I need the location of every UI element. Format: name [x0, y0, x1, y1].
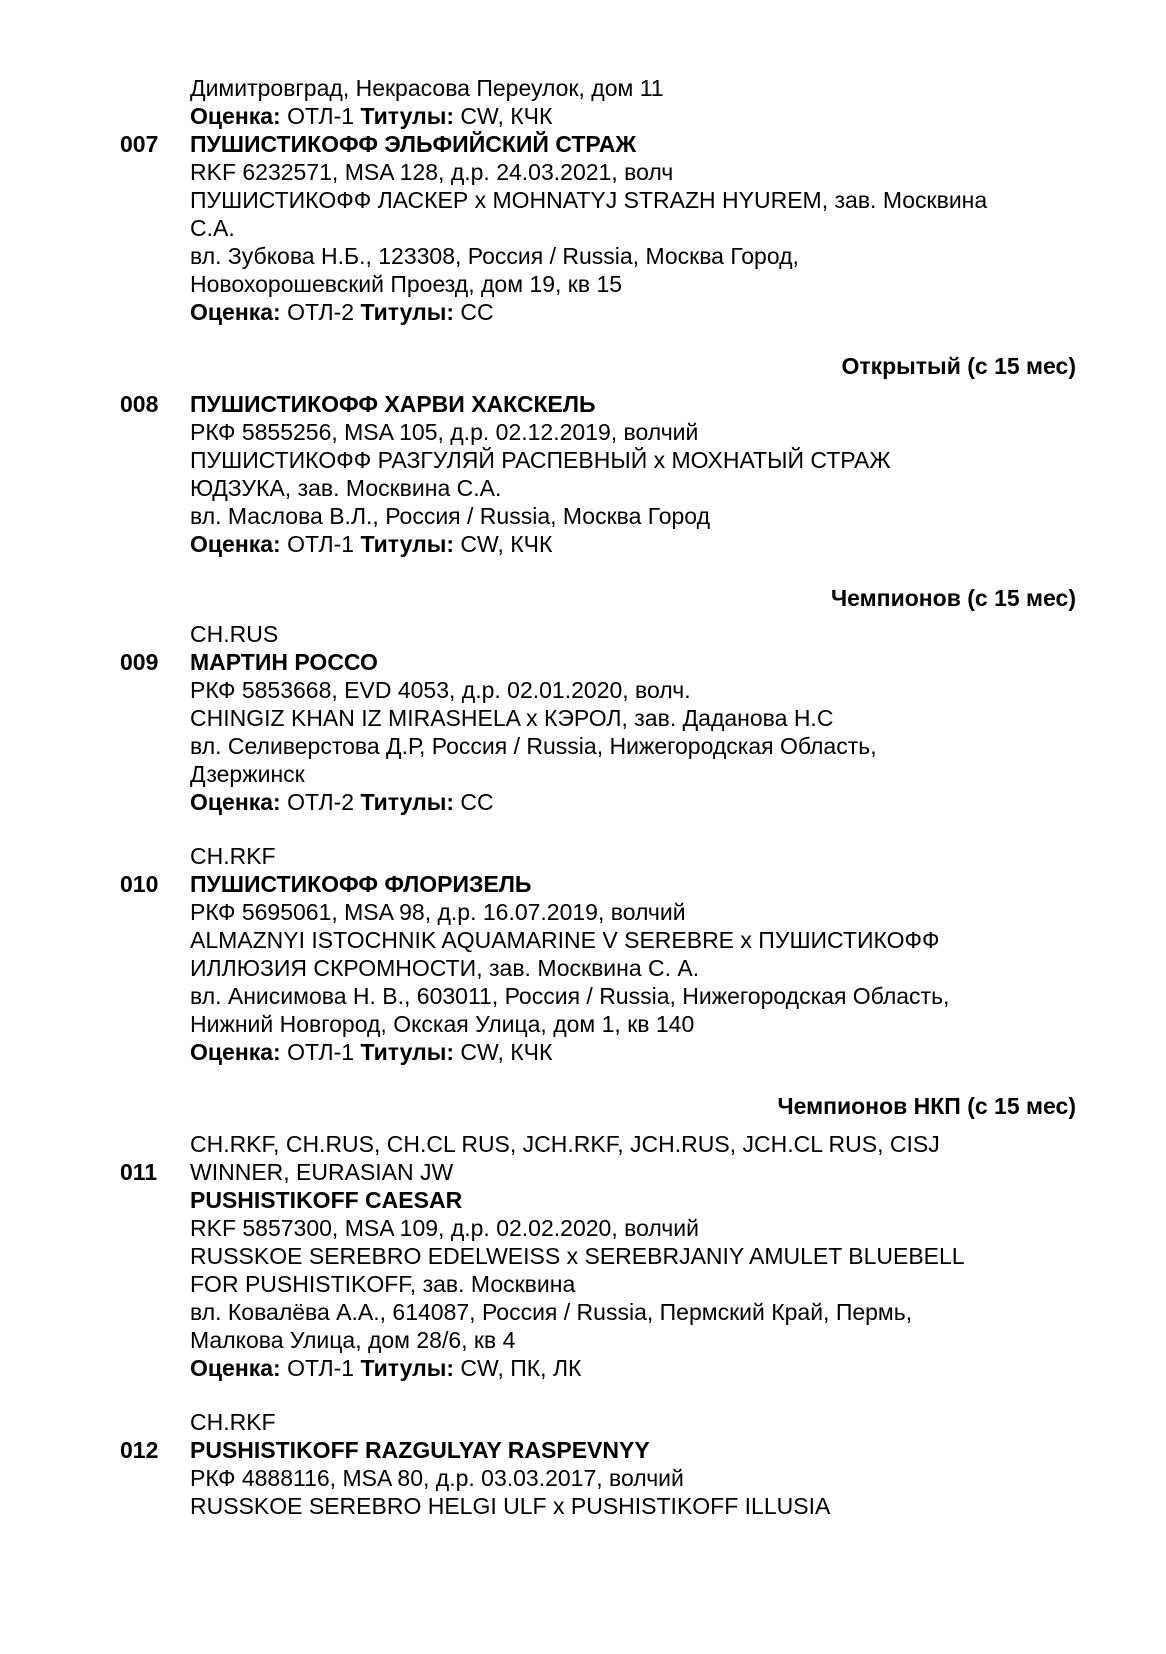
grade-line: [190, 1038, 552, 1066]
parents-line: RUSSKOE SEREBRO EDELWEISS x SEREBRJANIY AMULET BLUEBELL: [190, 1243, 965, 1269]
dog-name: МАРТИН РОССО: [190, 649, 378, 675]
registration-line: РКФ 5695061, MSA 98, д.р. 16.07.2019, волчий: [190, 899, 686, 925]
titles-value: CW, КЧК: [460, 1039, 553, 1065]
grade-label: Оценка:: [190, 531, 281, 557]
grade-line: [190, 530, 552, 558]
grade-value: ОТЛ-2: [287, 299, 355, 325]
entry-number: 012: [120, 1437, 159, 1463]
titles-value: CC: [460, 789, 494, 815]
owner-line: Малкова Улица, дом 28/6, кв 4: [190, 1327, 516, 1353]
owner-line: вл. Зубкова Н.Б., 123308, Россия / Russia, Москва Город,: [190, 243, 799, 269]
section-heading-champions-nkp: Чемпионов НКП (с 15 мес): [777, 1093, 1076, 1119]
grade-value: ОТЛ-1: [287, 1355, 355, 1381]
grade-label: Оценка:: [190, 789, 281, 815]
dog-name: ПУШИСТИКОФФ ЭЛЬФИЙСКИЙ СТРАЖ: [190, 131, 637, 157]
dog-name: ПУШИСТИКОФФ ФЛОРИЗЕЛЬ: [190, 871, 532, 897]
grade-line: [190, 102, 552, 130]
entry-number: 008: [120, 391, 159, 417]
entry-number: 007: [120, 131, 159, 157]
owner-line: Дзержинск: [190, 761, 305, 787]
section-heading-champions: Чемпионов (с 15 мес): [831, 585, 1076, 611]
pre-title: CH.RKF: [190, 1409, 276, 1435]
owner-line: Новохорошевский Проезд, дом 19, кв 15: [190, 271, 623, 297]
parents-line: ПУШИСТИКОФФ ЛАСКЕР x MOHNATYJ STRAZH HYUREM, зав. Москвина: [190, 187, 988, 213]
grade-line: [190, 788, 494, 816]
titles-value: CW, КЧК: [460, 103, 553, 129]
titles-label: Титулы:: [360, 299, 455, 325]
grade-label: Оценка:: [190, 1355, 281, 1381]
parents-line: RUSSKOE SEREBRO HELGI ULF x PUSHISTIKOFF ILLUSIA: [190, 1493, 831, 1519]
grade-value: ОТЛ-1: [287, 103, 355, 129]
dog-name: PUSHISTIKOFF RAZGULYAY RASPEVNYY: [190, 1437, 650, 1463]
entry-number: 009: [120, 649, 159, 675]
parents-line: CHINGIZ KHAN IZ MIRASHELA x КЭРОЛ, зав. Даданова Н.С: [190, 705, 834, 731]
owner-line: Нижний Новгород, Окская Улица, дом 1, кв 140: [190, 1011, 695, 1037]
grade-value: ОТЛ-1: [287, 1039, 355, 1065]
grade-label: Оценка:: [190, 299, 281, 325]
titles-value: CW, ПК, ЛК: [460, 1355, 582, 1381]
grade-label: Оценка:: [190, 103, 281, 129]
section-heading-open: Открытый (с 15 мес): [841, 353, 1076, 379]
parents-line: ALMAZNYI ISTOCHNIK AQUAMARINE V SEREBRE x ПУШИСТИКОФФ: [190, 927, 940, 953]
titles-value: CW, КЧК: [460, 531, 553, 557]
entry-number: 010: [120, 871, 159, 897]
entry-number: 011: [120, 1159, 158, 1185]
parents-line: FOR PUSHISTIKOFF, зав. Москвина: [190, 1271, 576, 1297]
titles-label: Титулы:: [360, 103, 455, 129]
registration-line: РКФ 4888116, MSA 80, д.р. 03.03.2017, волчий: [190, 1465, 684, 1491]
grade-line: [190, 298, 494, 326]
registration-line: РКФ 5855256, MSA 105, д.р. 02.12.2019, волчий: [190, 419, 699, 445]
pre-title: WINNER, EURASIAN JW: [190, 1159, 454, 1185]
parents-line: С.А.: [190, 215, 235, 241]
titles-label: Титулы:: [360, 1039, 455, 1065]
parents-line: ЮДЗУКА, зав. Москвина С.А.: [190, 475, 502, 501]
grade-label: Оценка:: [190, 1039, 281, 1065]
parents-line: ИЛЛЮЗИЯ СКРОМНОСТИ, зав. Москвина С. А.: [190, 955, 700, 981]
owner-line: вл. Анисимова Н. В., 603011, Россия / Russia, Нижегородская Область,: [190, 983, 950, 1009]
titles-label: Титулы:: [360, 531, 455, 557]
grade-value: ОТЛ-1: [287, 531, 355, 557]
registration-line: RKF 5857300, MSA 109, д.р. 02.02.2020, волчий: [190, 1215, 699, 1241]
titles-label: Титулы:: [360, 789, 455, 815]
titles-label: Титулы:: [360, 1355, 455, 1381]
titles-value: CC: [460, 299, 494, 325]
pre-title: CH.RKF, CH.RUS, CH.CL RUS, JCH.RKF, JCH.RUS, JCH.CL RUS, CISJ: [190, 1131, 940, 1157]
dog-name: PUSHISTIKOFF CAESAR: [190, 1187, 463, 1213]
parents-line: ПУШИСТИКОФФ РАЗГУЛЯЙ РАСПЕВНЫЙ x МОХНАТЫЙ СТРАЖ: [190, 447, 891, 473]
grade-line: [190, 1354, 581, 1382]
pre-title: CH.RUS: [190, 621, 279, 647]
registration-line: RKF 6232571, MSA 128, д.р. 24.03.2021, волч: [190, 159, 674, 185]
address-line: Димитровград, Некрасова Переулок, дом 11: [190, 75, 664, 101]
registration-line: РКФ 5853668, EVD 4053, д.р. 02.01.2020, волч.: [190, 677, 691, 703]
grade-value: ОТЛ-2: [287, 789, 355, 815]
owner-line: вл. Ковалёва А.А., 614087, Россия / Russia, Пермский Край, Пермь,: [190, 1299, 913, 1325]
dog-name: ПУШИСТИКОФФ ХАРВИ ХАКСКЕЛЬ: [190, 391, 596, 417]
pre-title: CH.RKF: [190, 843, 276, 869]
owner-line: вл. Селиверстова Д.Р, Россия / Russia, Нижегородская Область,: [190, 733, 877, 759]
owner-line: вл. Маслова В.Л., Россия / Russia, Москва Город: [190, 503, 711, 529]
